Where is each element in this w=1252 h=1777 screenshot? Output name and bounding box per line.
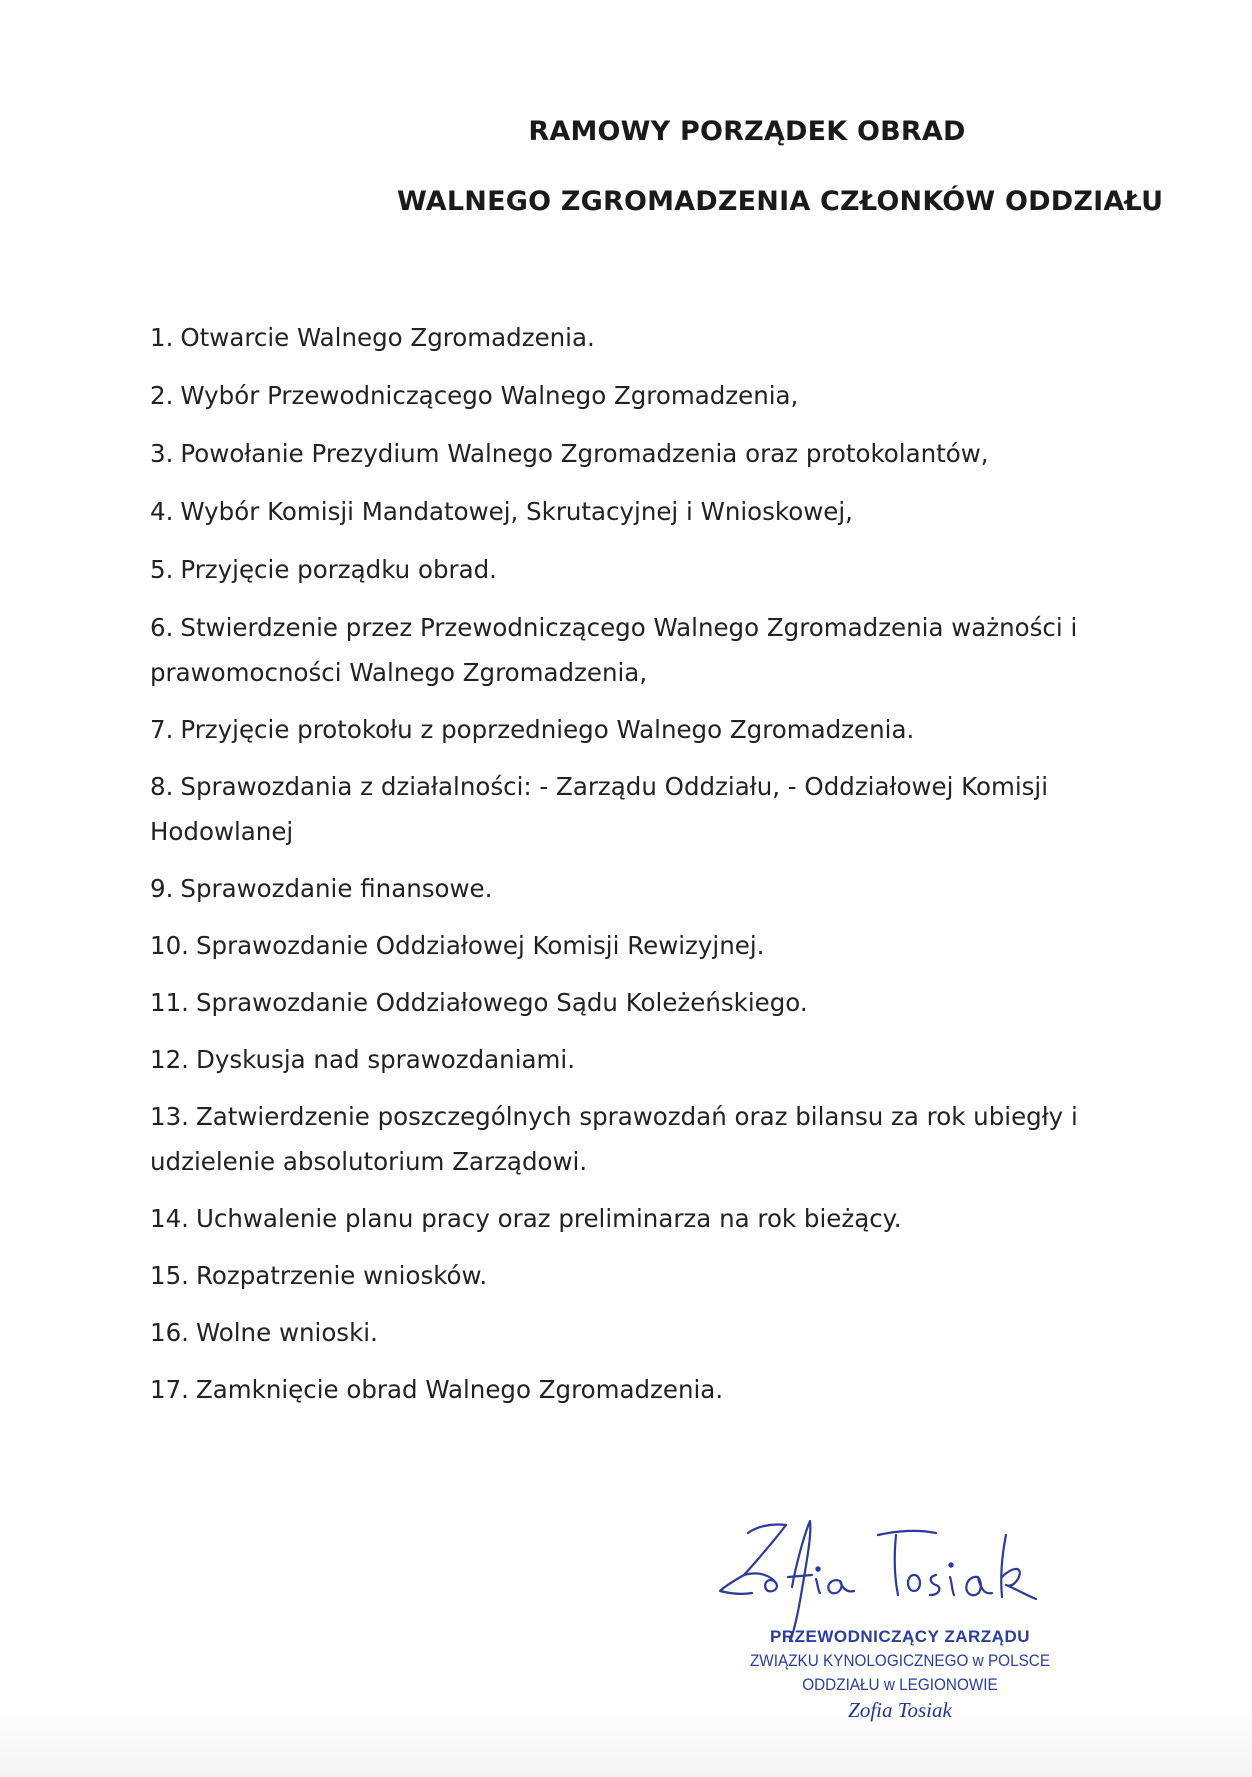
agenda-item-number: 9. (150, 874, 174, 903)
agenda-item-text: Wolne wnioski. (195, 1318, 378, 1347)
agenda-item-text: Dyskusja nad sprawozdaniami. (195, 1045, 575, 1074)
agenda-item-number: 4. (150, 497, 174, 526)
agenda-item (150, 1253, 1110, 1298)
agenda-item-number: 15. (150, 1261, 189, 1290)
agenda-item (150, 315, 1110, 360)
agenda-item-number: 2. (150, 381, 174, 410)
stamp-line-name: Zofia Tosiak (848, 1698, 952, 1722)
agenda-item (150, 980, 1110, 1025)
agenda-list (150, 315, 1110, 1412)
agenda-item-number: 1. (150, 323, 174, 352)
stamp-line-organization: ZWIĄZKU KYNOLOGICZNEGO w POLSCE (749, 1651, 1051, 1670)
agenda-item-text: Sprawozdanie finansowe. (180, 874, 493, 903)
agenda-item-text: Otwarcie Walnego Zgromadzenia. (180, 323, 595, 352)
agenda-item (150, 1094, 1100, 1184)
agenda-item (150, 373, 1110, 418)
agenda-item (150, 1037, 1110, 1082)
agenda-item-text: Sprawozdania z działalności: - Zarządu Oddziału, - Oddziałowej Komisji Hodowlanej (150, 772, 1049, 846)
agenda-item-text: Zamknięcie obrad Walnego Zgromadzenia. (195, 1375, 724, 1404)
agenda-item-number: 3. (150, 439, 174, 468)
agenda-item-number: 16. (150, 1318, 189, 1347)
agenda-item-number: 13. (150, 1102, 189, 1131)
agenda-item-text: Stwierdzenie przez Przewodniczącego Walnego Zgromadzenia ważności i prawomocności Walnego Zgromadzenia, (150, 613, 1078, 687)
document-title: RAMOWY PORZĄDEK OBRAD (528, 116, 966, 147)
agenda-item-text: Przyjęcie protokołu z poprzedniego Walnego Zgromadzenia. (180, 715, 915, 744)
agenda-item-number: 14. (150, 1204, 189, 1233)
agenda-item-text: Rozpatrzenie wniosków. (195, 1261, 488, 1290)
agenda-item (150, 866, 1110, 911)
agenda-item-text: Uchwalenie planu pracy oraz preliminarza na rok bieżący. (195, 1204, 902, 1233)
document-subtitle: WALNEGO ZGROMADZENIA CZŁONKÓW ODDZIAŁU (397, 186, 1164, 217)
agenda-item (150, 764, 1100, 854)
agenda-item (150, 1310, 1110, 1355)
agenda-item (150, 605, 1100, 695)
agenda-item-text: Zatwierdzenie poszczególnych sprawozdań oraz bilansu za rok ubiegły i udzielenie absolutorium Zarządowi. (150, 1102, 1078, 1176)
handwritten-signature (700, 1505, 1080, 1645)
agenda-item-number: 10. (150, 931, 189, 960)
agenda-item (150, 547, 1110, 592)
agenda-item-text: Sprawozdanie Oddziałowej Komisji Rewizyjnej. (195, 931, 765, 960)
official-stamp (720, 1625, 1080, 1723)
agenda-item-text: Przyjęcie porządku obrad. (180, 555, 497, 584)
agenda-item-text: Sprawozdanie Oddziałowego Sądu Koleżeńskiego. (195, 988, 808, 1017)
signature-block (700, 1505, 1100, 1725)
agenda-item-number: 6. (150, 613, 174, 642)
agenda-item (150, 707, 1110, 752)
agenda-item-text: Wybór Przewodniczącego Walnego Zgromadzenia, (180, 381, 799, 410)
agenda-item-number: 5. (150, 555, 174, 584)
agenda-item-number: 17. (150, 1375, 189, 1404)
agenda-item (150, 1367, 1110, 1412)
agenda-item-number: 8. (150, 772, 174, 801)
agenda-item (150, 1196, 1110, 1241)
agenda-item-text: Powołanie Prezydium Walnego Zgromadzenia oraz protokolantów, (180, 439, 989, 468)
agenda-item-number: 12. (150, 1045, 189, 1074)
agenda-item (150, 431, 1110, 476)
agenda-item (150, 489, 1110, 534)
agenda-item-number: 7. (150, 715, 174, 744)
stamp-line-branch: ODDZIAŁU w LEGIONOWIE (802, 1675, 998, 1694)
agenda-item-text: Wybór Komisji Mandatowej, Skrutacyjnej i Wnioskowej, (180, 497, 853, 526)
agenda-item-number: 11. (150, 988, 189, 1017)
agenda-item (150, 923, 1110, 968)
stamp-line-title: PRZEWODNICZĄCY ZARZĄDU (769, 1627, 1030, 1646)
